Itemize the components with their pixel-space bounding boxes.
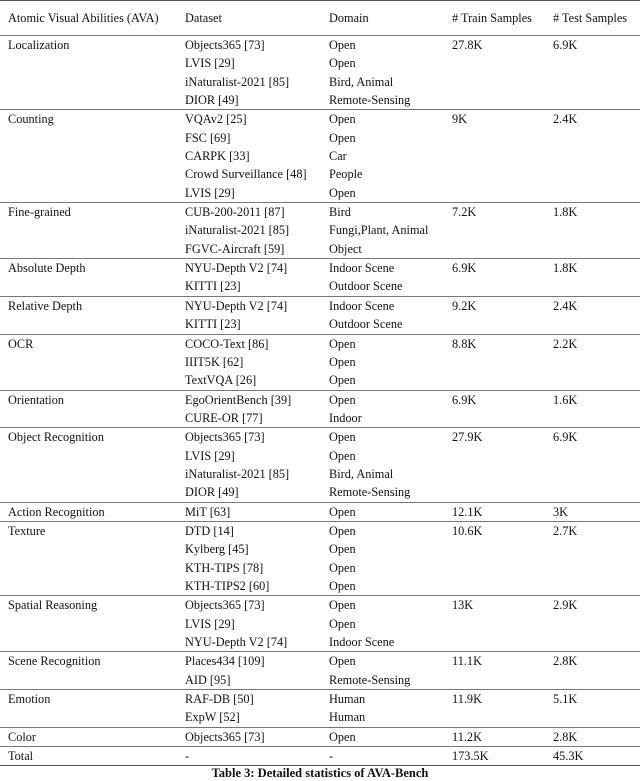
header-dataset: Dataset (185, 11, 222, 25)
domain-cell: Outdoor Scene (329, 317, 403, 332)
dataset-cell: Objects365 [73] (185, 430, 265, 445)
table-row (0, 54, 640, 72)
ability-cell: Action Recognition (8, 504, 105, 519)
train-samples-cell (452, 73, 553, 91)
table-row (0, 36, 640, 55)
total-domain: - (329, 749, 334, 764)
dataset-cell: LVIS [29] (185, 448, 235, 463)
train-samples-cell: 27.8K (452, 38, 483, 52)
total-train: 173.5K (452, 749, 489, 764)
domain-cell: Open (329, 448, 356, 463)
ability-cell (0, 465, 185, 483)
ability-cell (0, 559, 185, 577)
table-row (0, 671, 640, 690)
train-samples-cell: 12.1K (452, 504, 483, 519)
ability-group (0, 652, 640, 690)
dataset-cell: FGVC-Aircraft [59] (185, 241, 285, 256)
total-dataset: - (185, 749, 190, 764)
dataset-cell: Crowd Surveillance [48] (185, 167, 307, 182)
table-row (0, 708, 640, 727)
domain-cell: Open (329, 185, 356, 200)
test-samples-cell: 2.2K (553, 336, 578, 351)
dataset-cell: iNaturalist-2021 [85] (185, 223, 290, 238)
dataset-cell: CUB-200-2011 [87] (185, 205, 285, 220)
dataset-cell: AID [95] (185, 672, 231, 687)
train-samples-cell (452, 409, 553, 428)
domain-cell: Object (329, 241, 362, 256)
test-samples-cell (553, 409, 640, 428)
ability-cell (0, 671, 185, 690)
test-samples-cell: 1.8K (553, 261, 578, 276)
train-samples-cell (452, 633, 553, 652)
ability-cell: Scene Recognition (8, 654, 101, 669)
domain-cell: People (329, 167, 363, 182)
test-samples-cell: 2.4K (553, 298, 578, 313)
train-samples-cell (452, 615, 553, 633)
domain-cell: Open (329, 504, 356, 519)
dataset-cell: CURE-OR [77] (185, 410, 263, 425)
ability-cell (0, 54, 185, 72)
dataset-cell: LVIS [29] (185, 56, 235, 71)
dataset-cell: COCO-Text [86] (185, 336, 269, 351)
header-train: # Train Samples (452, 11, 532, 25)
train-samples-cell: 9K (452, 112, 468, 127)
header-row (0, 1, 640, 36)
test-samples-cell: 2.9K (553, 598, 578, 613)
dataset-cell: FSC [69] (185, 130, 231, 145)
train-samples-cell: 9.2K (452, 298, 477, 313)
domain-cell: Open (329, 336, 356, 351)
ability-cell (0, 409, 185, 428)
dataset-cell: DIOR [49] (185, 485, 239, 500)
domain-cell: Open (329, 729, 356, 744)
test-samples-cell (553, 165, 640, 183)
ability-cell: Counting (8, 112, 54, 127)
table-row (0, 240, 640, 259)
ability-cell: Absolute Depth (8, 261, 86, 276)
train-samples-cell (452, 483, 553, 502)
domain-cell: Open (329, 38, 356, 52)
ability-group (0, 521, 640, 595)
ability-group (0, 428, 640, 502)
domain-cell: Human (329, 710, 366, 725)
dataset-cell: iNaturalist-2021 [85] (185, 466, 290, 481)
domain-cell: Bird, Animal (329, 466, 394, 481)
ability-group (0, 259, 640, 297)
test-samples-cell (553, 54, 640, 72)
ability-group (0, 334, 640, 390)
test-samples-cell (553, 147, 640, 165)
dataset-cell: Kylberg [45] (185, 542, 249, 557)
table-caption (0, 766, 640, 781)
train-samples-cell (452, 371, 553, 390)
dataset-cell: VQAv2 [25] (185, 112, 247, 127)
test-samples-cell (553, 73, 640, 91)
ability-cell (0, 315, 185, 334)
header-ability: Atomic Visual Abilities (AVA) (8, 11, 159, 25)
domain-cell: Open (329, 654, 356, 669)
dataset-cell: IIIT5K [62] (185, 354, 244, 369)
ability-group (0, 690, 640, 728)
domain-cell: Car (329, 149, 347, 164)
test-samples-cell (553, 540, 640, 558)
dataset-cell: TextVQA [26] (185, 373, 257, 388)
ability-cell (0, 240, 185, 259)
table-row (0, 129, 640, 147)
table-row (0, 447, 640, 465)
test-samples-cell (553, 633, 640, 652)
table-row (0, 371, 640, 390)
total-row (0, 747, 640, 766)
train-samples-cell: 11.9K (452, 692, 482, 707)
domain-cell: Indoor (329, 410, 362, 425)
domain-cell: Open (329, 112, 356, 127)
train-samples-cell (452, 577, 553, 596)
train-samples-cell: 11.2K (452, 729, 482, 744)
dataset-cell: MiT [63] (185, 504, 231, 519)
train-samples-cell: 8.8K (452, 336, 477, 351)
ability-group (0, 596, 640, 652)
table-row (0, 147, 640, 165)
domain-cell: Indoor Scene (329, 298, 395, 313)
ability-cell (0, 147, 185, 165)
ability-cell (0, 129, 185, 147)
train-samples-cell: 27.9K (452, 430, 483, 445)
train-samples-cell (452, 184, 553, 203)
table-row (0, 353, 640, 371)
test-samples-cell (553, 91, 640, 110)
ability-group (0, 203, 640, 259)
domain-cell: Open (329, 430, 356, 445)
domain-cell: Open (329, 560, 356, 575)
test-samples-cell (553, 371, 640, 390)
table-row (0, 334, 640, 353)
ability-cell (0, 577, 185, 596)
test-samples-cell (553, 447, 640, 465)
ability-cell (0, 447, 185, 465)
table-row (0, 596, 640, 615)
table-row (0, 165, 640, 183)
domain-cell: Open (329, 354, 356, 369)
test-samples-cell (553, 277, 640, 296)
dataset-cell: Places434 [109] (185, 654, 265, 669)
domain-cell: Bird (329, 205, 351, 220)
ability-cell (0, 221, 185, 239)
ability-group (0, 502, 640, 521)
ability-cell (0, 483, 185, 502)
domain-cell: Remote-Sensing (329, 672, 411, 687)
dataset-cell: NYU-Depth V2 [74] (185, 635, 288, 649)
domain-cell: Open (329, 56, 356, 71)
ability-cell: Emotion (8, 692, 51, 707)
table-row (0, 633, 640, 652)
ability-cell: Orientation (8, 392, 65, 407)
dataset-cell: Objects365 [73] (185, 38, 265, 52)
test-samples-cell: 6.9K (553, 38, 578, 52)
train-samples-cell (452, 54, 553, 72)
ability-cell (0, 353, 185, 371)
table-row (0, 409, 640, 428)
ability-cell (0, 708, 185, 727)
domain-cell: Outdoor Scene (329, 279, 403, 294)
test-samples-cell (553, 483, 640, 502)
ability-group (0, 727, 640, 746)
train-samples-cell (452, 165, 553, 183)
train-samples-cell (452, 91, 553, 110)
test-samples-cell: 2.4K (553, 112, 578, 127)
test-samples-cell: 2.8K (553, 729, 578, 744)
table-row (0, 428, 640, 447)
table-row (0, 483, 640, 502)
dataset-cell: NYU-Depth V2 [74] (185, 261, 288, 276)
ability-cell (0, 371, 185, 390)
ability-cell (0, 277, 185, 296)
caption-text: Detailed statistics of AVA-Bench (257, 766, 429, 780)
test-samples-cell (553, 315, 640, 334)
test-samples-cell: 5.1K (553, 692, 578, 707)
table-row (0, 390, 640, 409)
ability-cell: Texture (8, 523, 46, 538)
ability-cell: Relative Depth (8, 298, 83, 313)
test-samples-cell (553, 184, 640, 203)
dataset-cell: Objects365 [73] (185, 729, 265, 744)
dataset-cell: KTH-TIPS [78] (185, 560, 264, 575)
ability-cell (0, 633, 185, 652)
domain-cell: Indoor Scene (329, 261, 395, 276)
test-samples-cell (553, 221, 640, 239)
table-row (0, 690, 640, 709)
dataset-cell: KITTI [23] (185, 317, 241, 332)
table-row (0, 465, 640, 483)
ability-cell: OCR (8, 336, 34, 351)
table-row (0, 652, 640, 671)
ability-cell (0, 540, 185, 558)
ability-cell (0, 73, 185, 91)
domain-cell: Remote-Sensing (329, 93, 411, 108)
train-samples-cell (452, 147, 553, 165)
total-test: 45.3K (553, 749, 584, 764)
domain-cell: Open (329, 373, 356, 388)
test-samples-cell (553, 240, 640, 259)
train-samples-cell: 6.9K (452, 392, 477, 407)
domain-cell: Open (329, 130, 356, 145)
table-row (0, 615, 640, 633)
test-samples-cell (553, 708, 640, 727)
table-row (0, 521, 640, 540)
ability-group (0, 36, 640, 110)
dataset-cell: EgoOrientBench [39] (185, 392, 292, 407)
ability-cell (0, 91, 185, 110)
test-samples-cell (553, 577, 640, 596)
test-samples-cell: 1.8K (553, 205, 578, 220)
table-row (0, 221, 640, 239)
table-row (0, 315, 640, 334)
dataset-cell: DIOR [49] (185, 93, 239, 108)
domain-cell: Open (329, 616, 356, 631)
total-label: Total (8, 749, 34, 764)
table-row (0, 277, 640, 296)
table-row (0, 110, 640, 129)
test-samples-cell (553, 465, 640, 483)
train-samples-cell: 10.6K (452, 523, 483, 538)
dataset-cell: ExpW [52] (185, 710, 240, 725)
ability-cell: Color (8, 729, 37, 744)
train-samples-cell (452, 447, 553, 465)
test-samples-cell (553, 353, 640, 371)
table-row (0, 540, 640, 558)
ability-cell: Localization (8, 38, 70, 52)
ability-group (0, 110, 640, 203)
domain-cell: Open (329, 523, 356, 538)
header-test: # Test Samples (553, 11, 628, 25)
dataset-cell: iNaturalist-2021 [85] (185, 74, 290, 89)
test-samples-cell: 3K (553, 504, 569, 519)
header-domain: Domain (329, 11, 369, 25)
dataset-cell: KITTI [23] (185, 279, 241, 294)
train-samples-cell (452, 465, 553, 483)
domain-cell: Indoor Scene (329, 635, 395, 649)
table-row (0, 259, 640, 278)
table-row (0, 577, 640, 596)
dataset-cell: NYU-Depth V2 [74] (185, 298, 288, 313)
table-row (0, 727, 640, 746)
test-samples-cell: 6.9K (553, 430, 578, 445)
train-samples-cell (452, 315, 553, 334)
table-row (0, 203, 640, 222)
train-samples-cell: 11.1K (452, 654, 482, 669)
caption-label: Table 3: (211, 766, 255, 780)
ability-cell: Spatial Reasoning (8, 598, 98, 613)
test-samples-cell: 1.6K (553, 392, 578, 407)
table-row (0, 91, 640, 110)
dataset-cell: RAF-DB [50] (185, 692, 254, 707)
domain-cell: Open (329, 392, 356, 407)
test-samples-cell (553, 129, 640, 147)
test-samples-cell (553, 615, 640, 633)
ability-cell (0, 184, 185, 203)
train-samples-cell (452, 221, 553, 239)
test-samples-cell (553, 559, 640, 577)
dataset-cell: Objects365 [73] (185, 598, 265, 613)
table-row (0, 73, 640, 91)
train-samples-cell (452, 353, 553, 371)
train-samples-cell (452, 129, 553, 147)
table-row (0, 559, 640, 577)
domain-cell: Fungi,Plant, Animal (329, 223, 429, 238)
train-samples-cell: 7.2K (452, 205, 477, 220)
dataset-cell: LVIS [29] (185, 185, 235, 200)
ability-cell (0, 615, 185, 633)
domain-cell: Remote-Sensing (329, 485, 411, 500)
total-row-group (0, 747, 640, 766)
dataset-cell: LVIS [29] (185, 616, 235, 631)
dataset-cell: DTD [14] (185, 523, 234, 538)
train-samples-cell: 6.9K (452, 261, 477, 276)
dataset-cell: KTH-TIPS2 [60] (185, 578, 270, 593)
ability-cell: Object Recognition (8, 430, 104, 445)
test-samples-cell: 2.7K (553, 523, 578, 538)
test-samples-cell: 2.8K (553, 654, 578, 669)
train-samples-cell (452, 708, 553, 727)
table-row (0, 502, 640, 521)
train-samples-cell (452, 277, 553, 296)
domain-cell: Human (329, 692, 366, 707)
train-samples-cell (452, 671, 553, 690)
train-samples-cell: 13K (452, 598, 474, 613)
ability-group (0, 296, 640, 334)
ability-cell (0, 165, 185, 183)
domain-cell: Bird, Animal (329, 74, 394, 89)
ability-group (0, 390, 640, 428)
dataset-cell: CARPK [33] (185, 149, 250, 164)
train-samples-cell (452, 540, 553, 558)
table-row (0, 296, 640, 315)
train-samples-cell (452, 559, 553, 577)
train-samples-cell (452, 240, 553, 259)
domain-cell: Open (329, 542, 356, 557)
domain-cell: Open (329, 578, 356, 593)
ability-cell: Fine-grained (8, 205, 71, 220)
table-row (0, 184, 640, 203)
test-samples-cell (553, 671, 640, 690)
domain-cell: Open (329, 598, 356, 613)
